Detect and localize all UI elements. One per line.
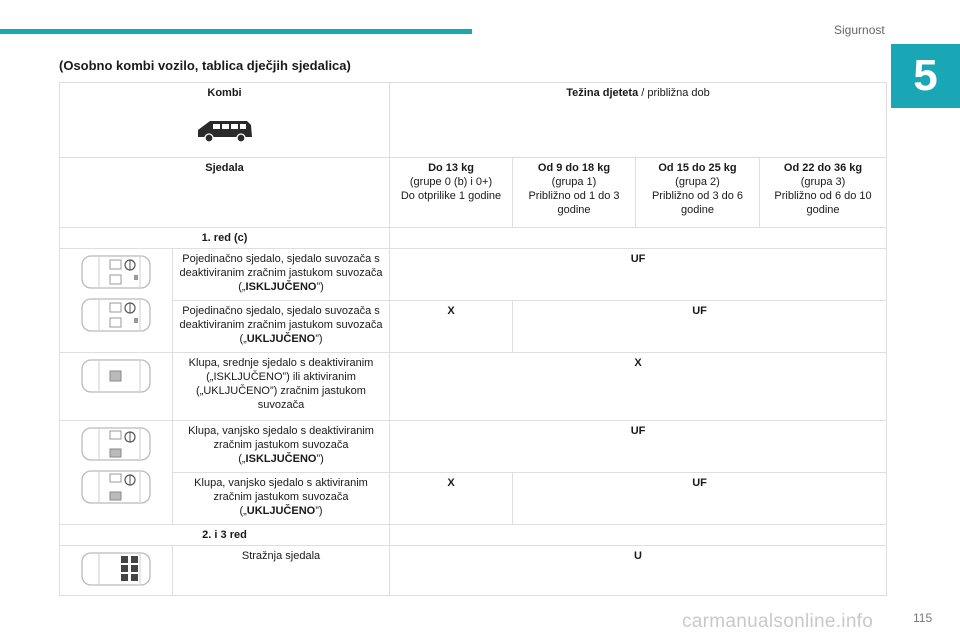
rating-cell — [390, 421, 887, 473]
rating-value: UF — [630, 253, 646, 265]
rating-cell — [390, 249, 887, 301]
bench-outer-seat-airbag-off-icon — [80, 425, 152, 463]
seats-header-cell — [60, 158, 390, 228]
empty-cell — [390, 228, 887, 249]
table-row — [60, 421, 887, 473]
rating-cell — [390, 473, 513, 525]
rating-value: UF — [630, 425, 646, 437]
group-cell-1 — [513, 158, 636, 228]
seat-description: Klupa, srednje sjedalo s deaktiviranim („ISKLJUČENO”) ili aktiviranim („UKLJUČENO”) zračnim jastukom suvozača — [173, 353, 390, 421]
group-age: Do otprilike 1 godine — [400, 190, 502, 202]
text-part: ”) — [315, 333, 323, 345]
row-label-cell — [60, 525, 390, 546]
rating-value: U — [634, 550, 642, 562]
group-weight: Od 9 do 18 kg — [537, 162, 611, 174]
seat-description — [173, 421, 390, 473]
rating-cell — [390, 301, 513, 353]
page-title: (Osobno kombi vozilo, tablica dječjih sjedalica) — [59, 58, 351, 73]
group-name: (grupa 3) — [800, 176, 846, 188]
seat-description: Stražnja sjedala — [173, 546, 390, 596]
row-label: 1. red (c) — [201, 232, 248, 244]
table-row — [60, 546, 887, 596]
rating-cell — [390, 353, 887, 421]
rating-cell — [513, 473, 887, 525]
diagram-cell — [60, 249, 173, 353]
group-cell-2 — [636, 158, 760, 228]
vehicle-label: Kombi — [207, 87, 242, 99]
group-name: (grupe 0 (b) i 0+) — [409, 176, 493, 188]
group-age: Približno od 1 do 3 godine — [528, 190, 620, 216]
group-name: (grupa 1) — [551, 176, 597, 188]
groups-row — [60, 158, 887, 228]
header-accent-bar — [0, 29, 472, 34]
group-weight: Od 22 do 36 kg — [783, 162, 863, 174]
rating-cell — [390, 546, 887, 596]
group-age: Približno od 3 do 6 godine — [651, 190, 744, 216]
section-label: Sigurnost — [834, 23, 885, 37]
text-bold: UKLJUČENO — [246, 505, 316, 517]
vehicle-header-cell — [60, 83, 390, 158]
row-label: 2. i 3 red — [202, 529, 247, 541]
empty-cell — [390, 525, 887, 546]
seat-description — [173, 301, 390, 353]
text-part: Klupa, vanjsko sjedalo s deaktiviranim zračnim jastukom suvozača („ — [188, 425, 374, 465]
group-weight: Do 13 kg — [428, 162, 474, 174]
rear-seats-icon — [80, 550, 152, 588]
bench-outer-seat-airbag-on-icon — [80, 468, 152, 506]
child-seat-table — [59, 82, 887, 596]
row-label-cell — [60, 228, 390, 249]
group-age: Približno od 6 do 10 godine — [774, 190, 872, 216]
table-header-row — [60, 83, 887, 158]
seats-label: Sjedala — [205, 162, 244, 174]
text-bold: UKLJUČENO — [246, 333, 316, 345]
watermark: carmanualsonline.info — [682, 611, 874, 632]
group-cell-0 — [390, 158, 513, 228]
seat-description — [173, 473, 390, 525]
weight-label-rest: / približna dob — [638, 87, 710, 99]
rating-value: X — [447, 477, 455, 489]
text-part: Klupa, vanjsko sjedalo s aktiviranim zračnim jastukom suvozača („ — [194, 477, 368, 517]
text-part: ”) — [316, 453, 324, 465]
rating-value: UF — [692, 477, 707, 489]
text-part: Pojedinačno sjedalo, sjedalo suvozača s deaktiviranim zračnim jastukom suvozača („ — [179, 253, 383, 293]
group-weight: Od 15 do 25 kg — [658, 162, 737, 174]
rating-value: UF — [692, 305, 707, 317]
table-row — [60, 473, 887, 525]
chapter-tab: 5 — [891, 44, 960, 108]
page-number: 115 — [913, 611, 933, 625]
van-icon — [195, 116, 255, 144]
diagram-cell — [60, 353, 173, 421]
weight-header-cell — [390, 83, 887, 158]
weight-label-bold: Težina djeteta — [566, 87, 639, 99]
rating-value: X — [447, 305, 455, 317]
rating-cell — [513, 301, 887, 353]
front-seat-airbag-on-icon — [80, 296, 152, 334]
diagram-cell — [60, 421, 173, 525]
text-part: ”) — [315, 505, 323, 517]
front-seat-airbag-off-icon — [80, 253, 152, 291]
text-part: ”) — [316, 281, 324, 293]
rating-value: X — [634, 357, 642, 369]
bench-middle-seat-icon — [80, 357, 152, 395]
row-label-second — [60, 525, 887, 546]
text-bold: ISKLJUČENO — [245, 453, 317, 465]
group-cell-3 — [760, 158, 887, 228]
text-part: Pojedinačno sjedalo, sjedalo suvozača s deaktiviranim zračnim jastukom suvozača („ — [179, 305, 383, 345]
table-row — [60, 301, 887, 353]
text-bold: ISKLJUČENO — [245, 281, 317, 293]
seat-description — [173, 249, 390, 301]
table-row — [60, 353, 887, 421]
table-row — [60, 249, 887, 301]
diagram-cell — [60, 546, 173, 596]
group-name: (grupa 2) — [675, 176, 720, 188]
row-label-first — [60, 228, 887, 249]
